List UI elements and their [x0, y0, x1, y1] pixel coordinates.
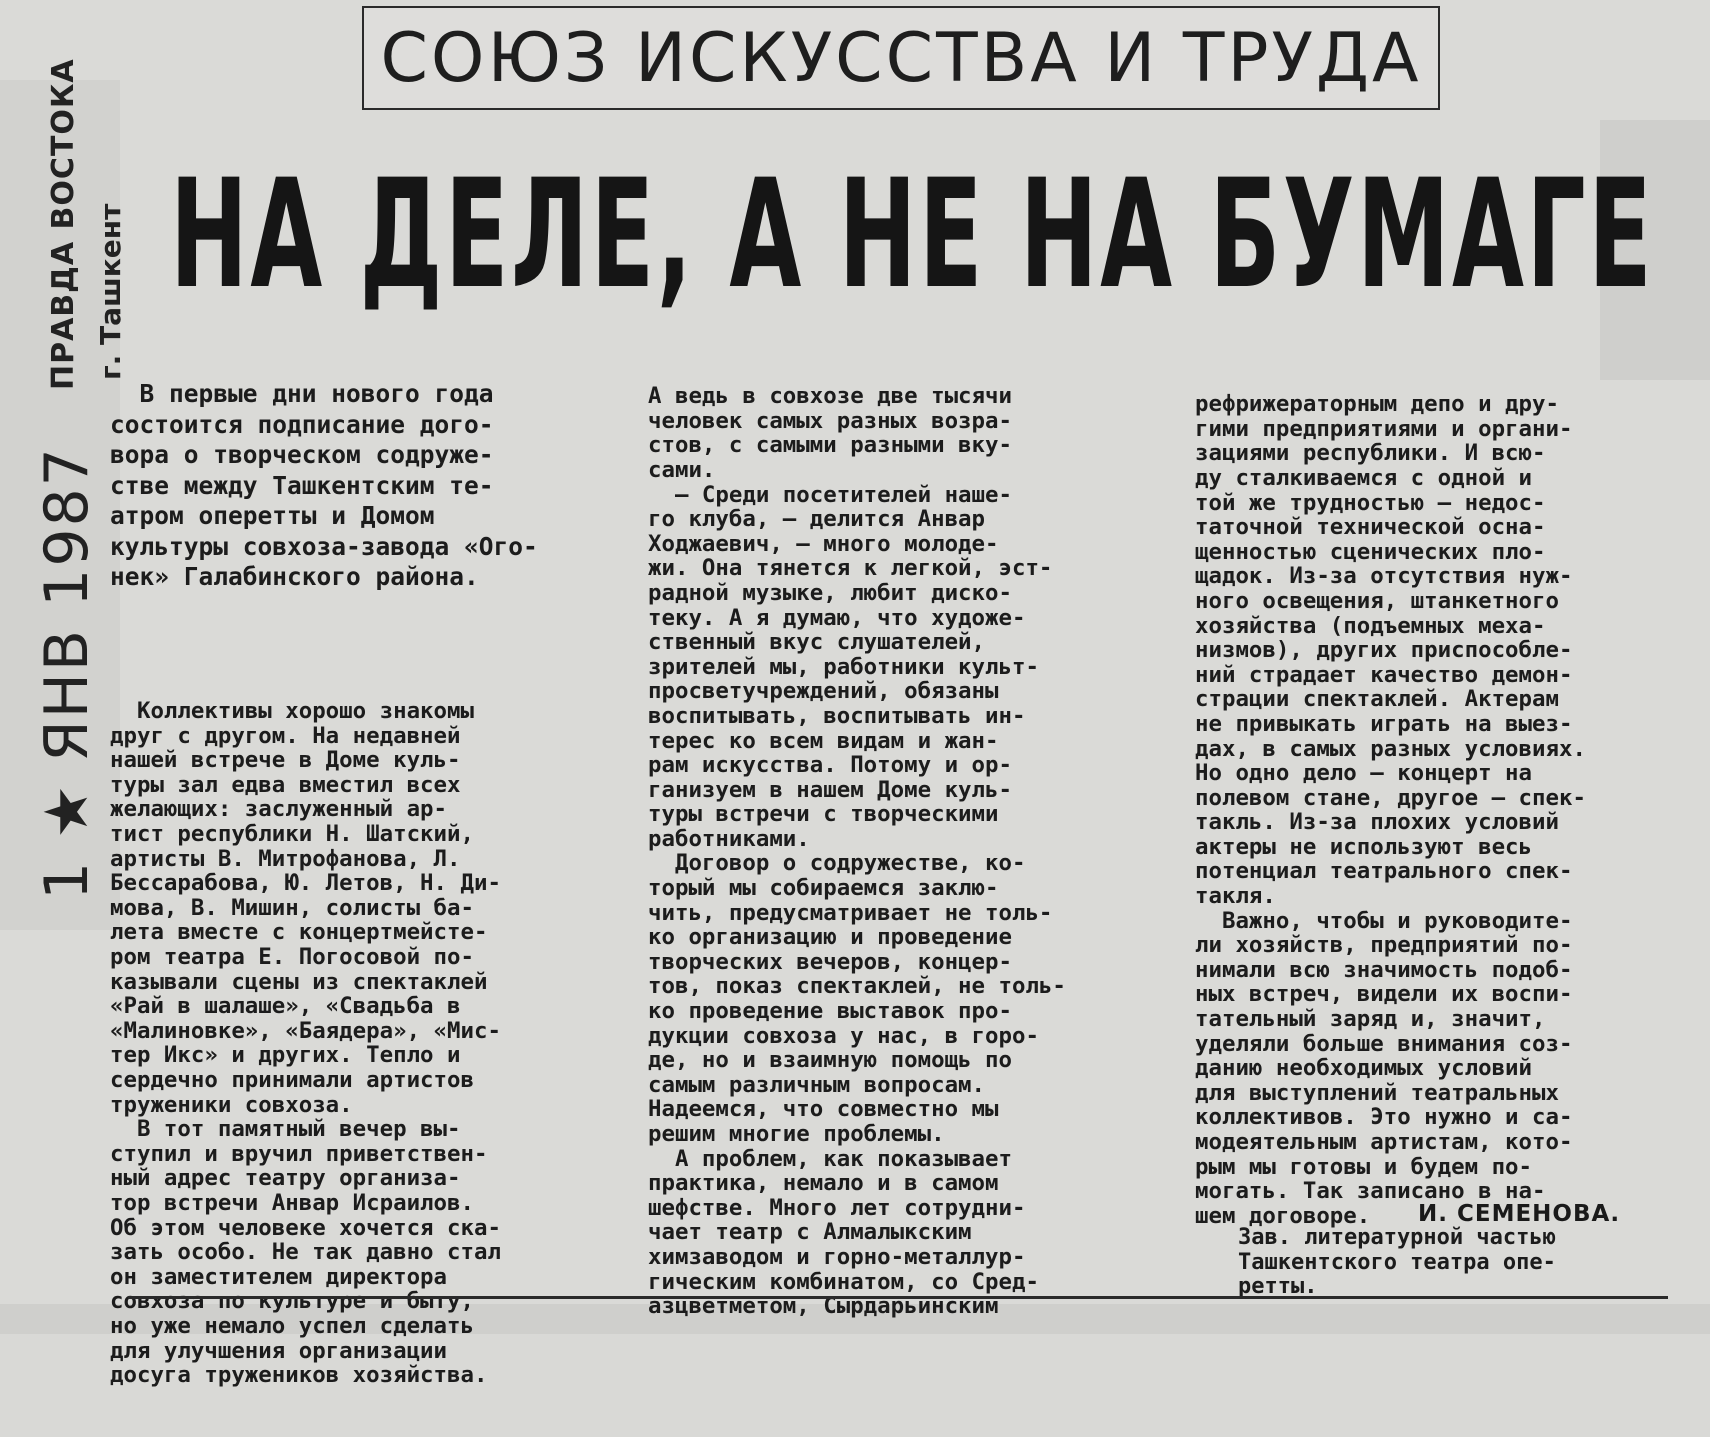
newspaper-name: ПРАВДА ВОСТОКА [46, 58, 81, 390]
article-lead: В первые дни нового года состоится подписание дого- вора о творческом содруже- стве между Ташкентским те- атром оперетты и Домом культуры совхоза-завода «Ого- нек» Галабинского района. [110, 379, 538, 592]
section-rubric: СОЮЗ ИСКУССТВА И ТРУДА [362, 6, 1440, 110]
author-signature: И. СЕМЕНОВА. [1418, 1201, 1621, 1227]
article-column-1 [110, 330, 605, 1437]
article-column-1-body: Коллективы хорошо знакомы друг с другом. На недавней нашей встрече в Доме куль- туры зал едва вместил всех желающих: заслуженный ар- тист республики Н. Шатский, артисты В. Митрофанова, Л. Бессарабова, Ю. Летов, Н. Ди- мова, В. Мишин, солисты ба- лета вместе с концертмейсте- ром театра Е. Погосовой по- казывали сцены из спектаклей «Рай в шалаше», «Свадьба в «Малиновке», «Баядера», «Мис- тер Икс» и других. Тепло и сердечно принимали артистов труженики совхоза. В тот памятный вечер вы- ступил и вручил приветствен- ный адрес театру организа- тор встречи Анвар Исраилов. Об этом человеке хочется ска- зать особо. Не так давно стал он заместителем директора совхоза по культуре и быту, но уже немало успел сделать для улучшения организации досуга тружеников хозяйства. [110, 698, 501, 1389]
article-headline: НА ДЕЛЕ, А НЕ НА БУМАГЕ [170, 148, 1655, 322]
newspaper-city: г. Ташкент [94, 203, 127, 380]
date-stamp [22, 446, 112, 920]
article-column-3-body: рефрижераторным депо и дру- гими предприятиями и органи- зациями республики. И всю- ду сталкиваемся с одной и той же трудностью — недос- таточной технической осна- щенностью сценических пло- щадок. Из-за отсутствия нуж- ного освещения, штанкетного хозяйства (подъемных меха- низмов), других приспособле- ний страдает качество демон- страции спектаклей. Актерам не привыкать играть на выез- дах, в самых разных условиях. Но одно дело — концерт на полевом стане, другое — спек- такль. Из-за плохих условий актеры не используют весь потенциал театрального спек- такля. Важно, чтобы и руководите- ли хозяйств, предприятий по- нимали всю значимость подоб- ных встреч, видели их воспи- тательный заряд и, значит, уделяли больше внимания соз- данию необходимых условий для выступлений театральных коллективов. Это нужно и са- модеятельным артистам, кото- рым мы готовы и будем по- могать. Так записано в на- шем договоре. [1195, 391, 1586, 1229]
article-column-3 [1195, 343, 1693, 1278]
author-position: Зав. литературной частью Ташкентского театра опе- ретты. [1238, 1225, 1556, 1299]
publication-date: 1 ★ ЯНВ 1987 [32, 446, 102, 900]
article-column-2-body: А ведь в совхозе две тысячи человек самых разных возра- стов, с самыми разными вку- сами. — Среди посетителей наше- го клуба, — делится Анвар Ходжаевич, — много молоде- жи. Она тянется к легкой, эст- радной музыке, любит диско- теку. А я думаю, что художе- ственный вкус слушателей, зрителей мы, работники культ- просветучреждений, обязаны воспитывать, воспитывать ин- терес ко всем видам и жан- рам искусства. Потому и ор- ганизуем в нашем Доме куль- туры встречи с творческими работниками. Договор о содружестве, ко- торый мы собираемся заклю- чить, предусматривает не толь- ко организацию и проведение творческих вечеров, концер- тов, показ спектаклей, не толь- ко проведение выставок про- дукции совхоза у нас, в горо- де, но и взаимную помощь по самым различным вопросам. Надеемся, что совместно мы решим многие проблемы. А проблем, как показывает практика, немало и в самом шефстве. Много лет сотрудни- чает театр с Алмалыкским химзаводом и горно-металлур- гическим комбинатом, со Сред- азцветметом, Сырдарьинским [648, 383, 1066, 1320]
article-column-2 [648, 335, 1146, 1368]
bottom-divider [128, 1296, 1668, 1299]
source-stamp [18, 58, 127, 410]
